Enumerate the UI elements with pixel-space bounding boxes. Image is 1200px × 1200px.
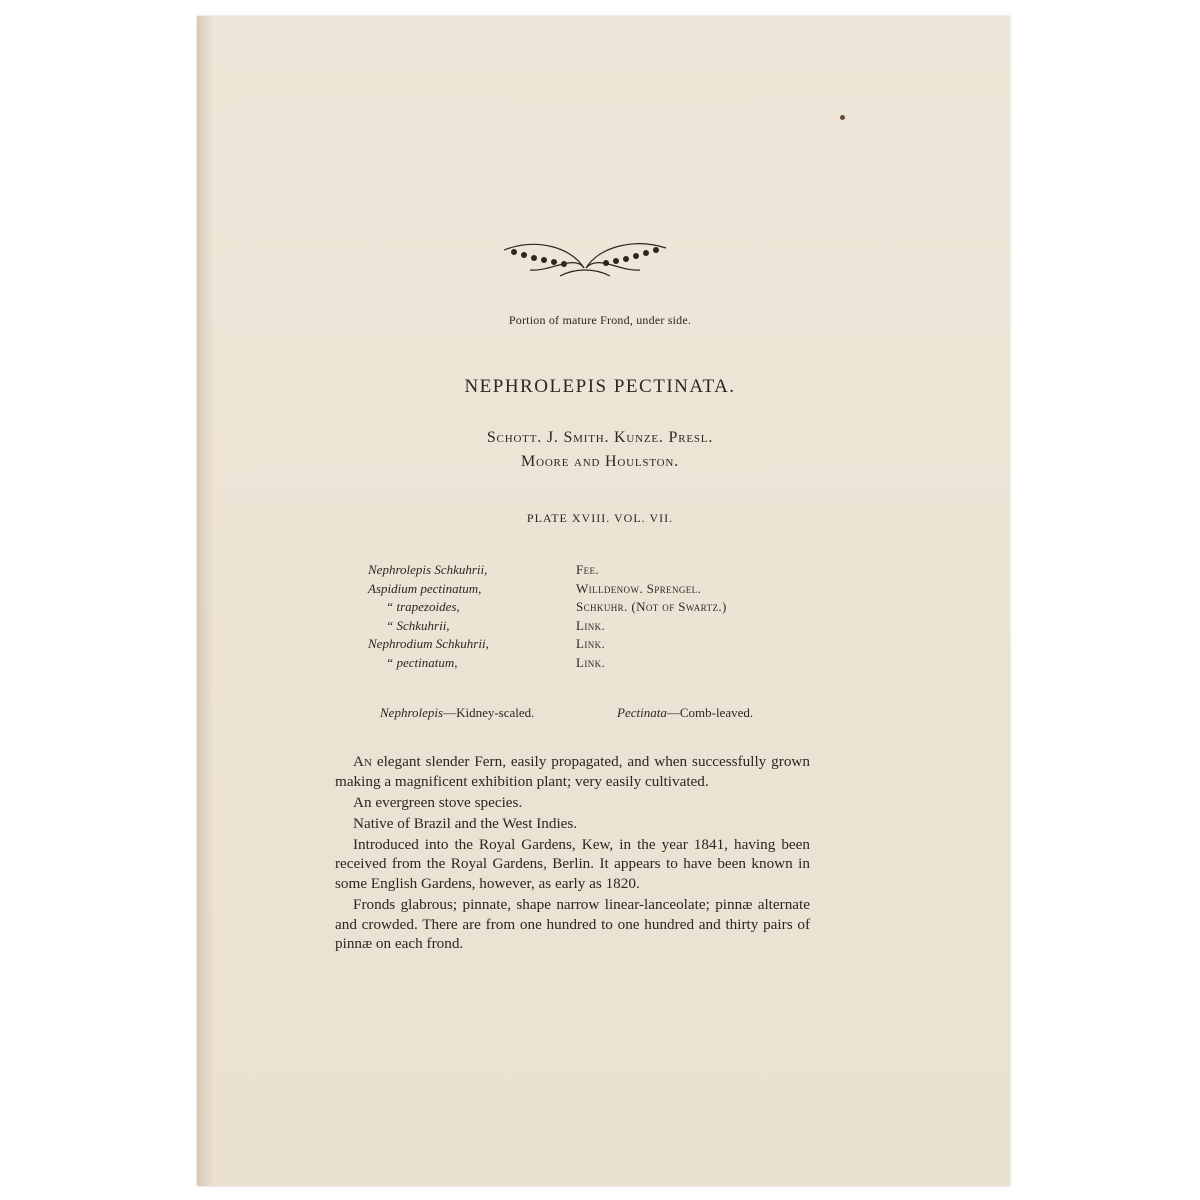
etymology-genus-term: Nephrolepis [380,705,444,720]
authors-line-1: Schott. J. Smith. Kunze. Presl. [486,429,714,446]
paragraph-lead-word: An [353,753,372,770]
paragraph-text: elegant slender Fern, easily propagated, and when successfully grown making a magnificent exhibition plant; very easily cultivated. [335,753,810,790]
etymology-genus-meaning: —Kidney-scaled. [443,705,535,720]
synonym-name: “ Schkuhrii, [386,617,450,633]
paragraph: Native of Brazil and the West Indies. [353,814,578,832]
authors-line-2: Moore and Houlston. [521,453,679,470]
page-title: NEPHROLEPIS PECTINATA. [464,376,736,397]
description-text [335,752,810,955]
paragraph [335,752,810,791]
figure-caption: Portion of mature Frond, under side. [508,313,692,327]
synonym-list [368,561,727,672]
synonym-row [368,617,727,636]
synonym-row [368,561,727,580]
etymology-species-term: Pectinata [617,705,667,720]
synonym-row [368,598,727,617]
plate-reference: PLATE XVIII. VOL. VII. [526,511,674,525]
synonym-authority: Schkuhr. (Not of Swartz.) [576,599,727,614]
paragraph: Fronds glabrous; pinnate, shape narrow linear-lanceolate; pinnæ alternate and crowded. There are from one hundred to one hundred and thirty pairs of pinnæ on each frond. [335,896,810,953]
synonym-authority: Willdenow. Sprengel. [576,580,702,596]
etymology-genus [380,705,534,721]
etymology-species [617,705,753,721]
synonym-name: Nephrodium Schkuhrii, [368,636,489,651]
etymology-species-meaning: —Comb-leaved. [666,705,754,720]
paragraph: An evergreen stove species. [353,793,523,811]
synonym-row [368,635,727,654]
synonym-authority: Link. [576,654,606,670]
synonym-row [368,580,727,599]
synonym-authority: Link. [576,636,606,651]
synonym-row [368,654,727,673]
synonym-name: “ pectinatum, [386,654,458,670]
fern-frond-icon [500,232,670,282]
author-list [0,426,1200,474]
synonym-name: Aspidium pectinatum, [368,580,482,596]
paragraph: Introduced into the Royal Gardens, Kew, in the year 1841, having been received from the Royal Gardens, Berlin. It appears to have been known in some English Gardens, however, as early as 1820. [335,835,810,893]
paper-speck [840,115,845,120]
synonym-authority: Fee. [576,562,600,577]
synonym-authority: Link. [576,617,606,633]
synonym-name: Nephrolepis Schkuhrii, [368,562,488,577]
synonym-name: “ trapezoides, [386,599,460,614]
